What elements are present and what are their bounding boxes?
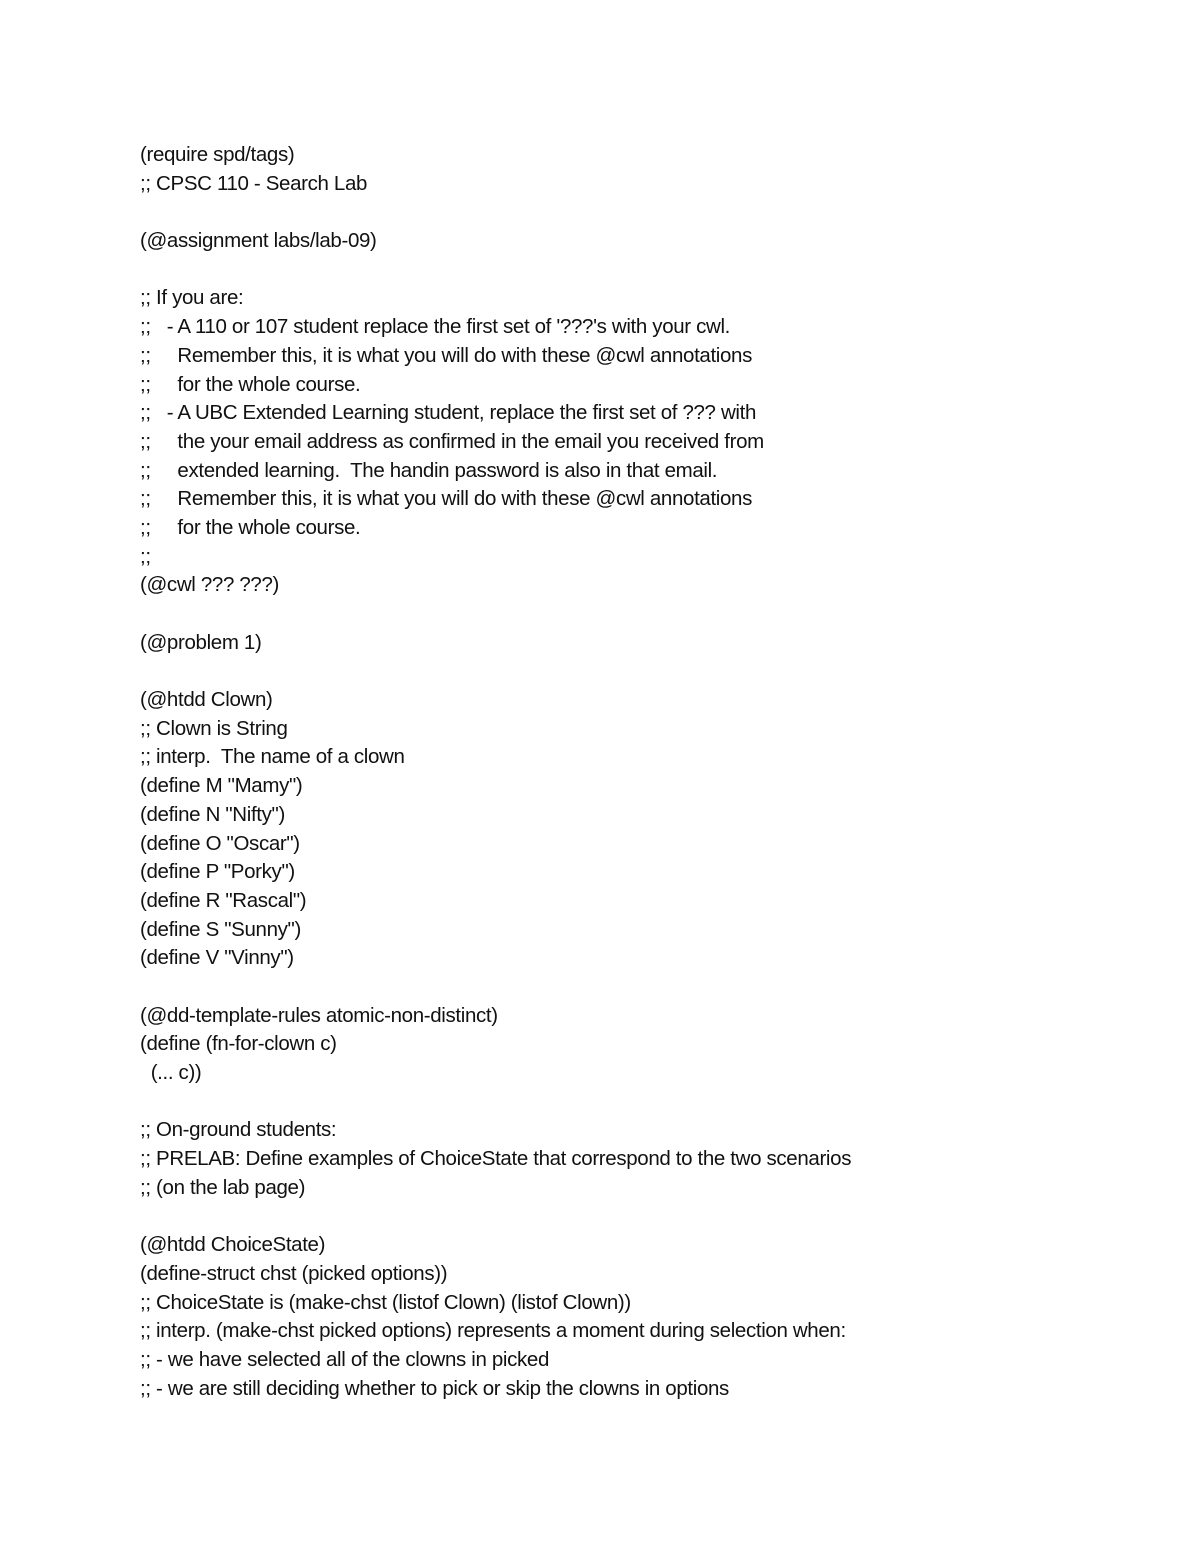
text-line: (define O "Oscar") xyxy=(140,831,300,855)
text-line: ;; - A UBC Extended Learning student, replace the first set of ??? with xyxy=(140,401,757,425)
text-line: ;; interp. The name of a clown xyxy=(140,745,405,769)
text-line: (@htdd ChoiceState) xyxy=(140,1233,326,1257)
text-line: ;; ChoiceState is (make-chst (listof Clown) (listof Clown)) xyxy=(140,1290,631,1314)
text-line: ;; CPSC 110 - Search Lab xyxy=(140,171,368,195)
text-line: (define-struct chst (picked options)) xyxy=(140,1261,448,1285)
text-line: (define V "Vinny") xyxy=(140,946,294,970)
text-line: (@cwl ??? ???) xyxy=(140,573,279,597)
text-line: ;; PRELAB: Define examples of ChoiceState that correspond to the two scenarios xyxy=(140,1147,852,1171)
text-line: ;; Clown is String xyxy=(140,716,288,740)
text-line: ;; for the whole course. xyxy=(140,515,361,539)
blank-line xyxy=(140,973,1140,1002)
text-line: (... c)) xyxy=(140,1061,202,1084)
text-line: ;; If you are: xyxy=(140,286,244,310)
text-line: (@dd-template-rules atomic-non-distinct) xyxy=(140,1003,498,1027)
text-line: ;; interp. (make-chst picked options) represents a moment during selection when: xyxy=(140,1319,846,1343)
text-line: ;; On-ground students: xyxy=(140,1118,337,1142)
text-line: ;; the your email address as confirmed in the email you received from xyxy=(140,429,764,453)
text-line: (@assignment labs/lab-09) xyxy=(140,229,377,253)
text-line: (require spd/tags) xyxy=(140,143,295,166)
text-line: ;; - we are still deciding whether to pick or skip the clowns in options xyxy=(140,1376,729,1400)
text-line: ;; for the whole course. xyxy=(140,372,361,396)
text-line: ;; xyxy=(140,544,151,568)
text-line: (@problem 1) xyxy=(140,630,262,654)
text-line: (define R "Rascal") xyxy=(140,888,307,912)
text-line: (define S "Sunny") xyxy=(140,917,301,941)
text-line: (define N "Nifty") xyxy=(140,802,285,826)
text-line: (@htdd Clown) xyxy=(140,688,273,712)
blank-line xyxy=(140,657,1140,686)
text-line: ;; Remember this, it is what you will do with these @cwl annotations xyxy=(140,487,753,511)
text-line: (define M "Mamy") xyxy=(140,774,303,798)
text-line: (define P "Porky") xyxy=(140,860,295,884)
blank-line xyxy=(140,256,1140,285)
blank-line xyxy=(140,600,1140,629)
blank-line xyxy=(140,1202,1140,1231)
text-line: ;; - A 110 or 107 student replace the first set of '???'s with your cwl. xyxy=(140,315,731,339)
text-line: ;; extended learning. The handin password is also in that email. xyxy=(140,458,718,482)
blank-line xyxy=(140,1088,1140,1117)
blank-line xyxy=(140,198,1140,227)
document-body xyxy=(140,141,1140,1403)
text-line: ;; Remember this, it is what you will do with these @cwl annotations xyxy=(140,343,753,367)
text-line: ;; - we have selected all of the clowns in picked xyxy=(140,1347,550,1371)
text-line: (define (fn-for-clown c) xyxy=(140,1032,337,1056)
text-line: ;; (on the lab page) xyxy=(140,1175,306,1199)
